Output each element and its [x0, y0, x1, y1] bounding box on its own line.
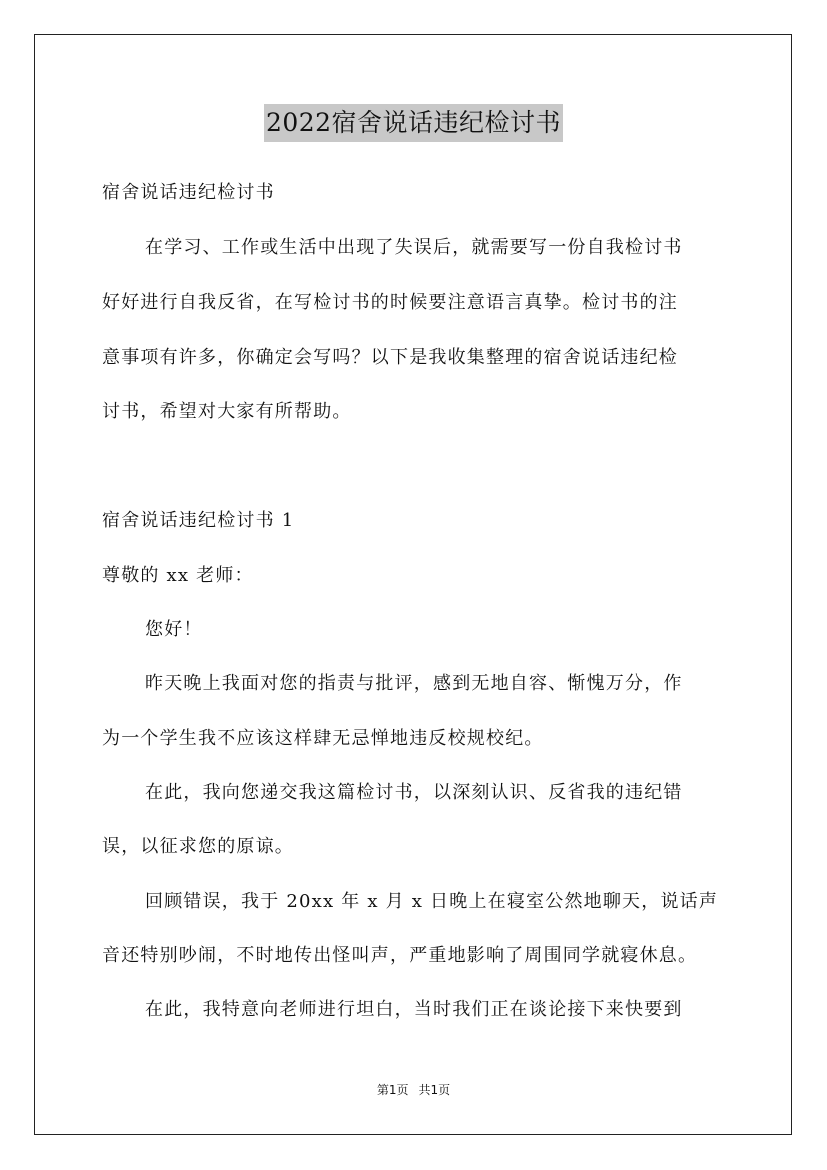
- page-number: 第1页: [376, 1083, 409, 1097]
- body-line-2: 为一个学生我不应该这样肆无忌惮地违反校规校纪。: [102, 728, 544, 749]
- body-line-3: 在此，我向您递交我这篇检讨书，以深刻认识、反省我的违纪错: [145, 782, 683, 803]
- intro-line-4: 讨书，希望对大家有所帮助。: [102, 401, 352, 422]
- total-pages: 共1页: [418, 1083, 451, 1097]
- intro-line-2: 好好进行自我反省，在写检讨书的时候要注意语言真挚。检讨书的注: [102, 292, 678, 313]
- body-line-5: 回顾错误，我于 20xx 年 x 月 x 日晚上在寝室公然地聊天，说话声: [145, 891, 719, 912]
- intro-line-1: 在学习、工作或生活中出现了失误后，就需要写一份自我检讨书: [145, 237, 683, 258]
- body-line-1: 昨天晚上我面对您的指责与批评，感到无地自容、惭愧万分，作: [145, 673, 683, 694]
- body-line-6: 音还特别吵闹，不时地传出怪叫声，严重地影响了周围同学就寝休息。: [102, 945, 698, 966]
- section-title: 宿舍说话违纪检讨书 1: [102, 510, 295, 531]
- intro-line-3: 意事项有许多，你确定会写吗？以下是我收集整理的宿舍说话违纪检: [102, 347, 678, 368]
- body-line-7: 在此，我特意向老师进行坦白，当时我们正在谈论接下来快要到: [145, 999, 683, 1020]
- body-line-4: 误，以征求您的原谅。: [102, 836, 294, 857]
- title-container: [0, 104, 827, 142]
- document-title: 2022宿舍说话违纪检讨书: [264, 104, 563, 142]
- greeting: 您好！: [145, 619, 203, 640]
- page-footer: [0, 1082, 827, 1098]
- subtitle: 宿舍说话违纪检讨书: [102, 182, 275, 203]
- salutation: 尊敬的 xx 老师：: [102, 565, 254, 586]
